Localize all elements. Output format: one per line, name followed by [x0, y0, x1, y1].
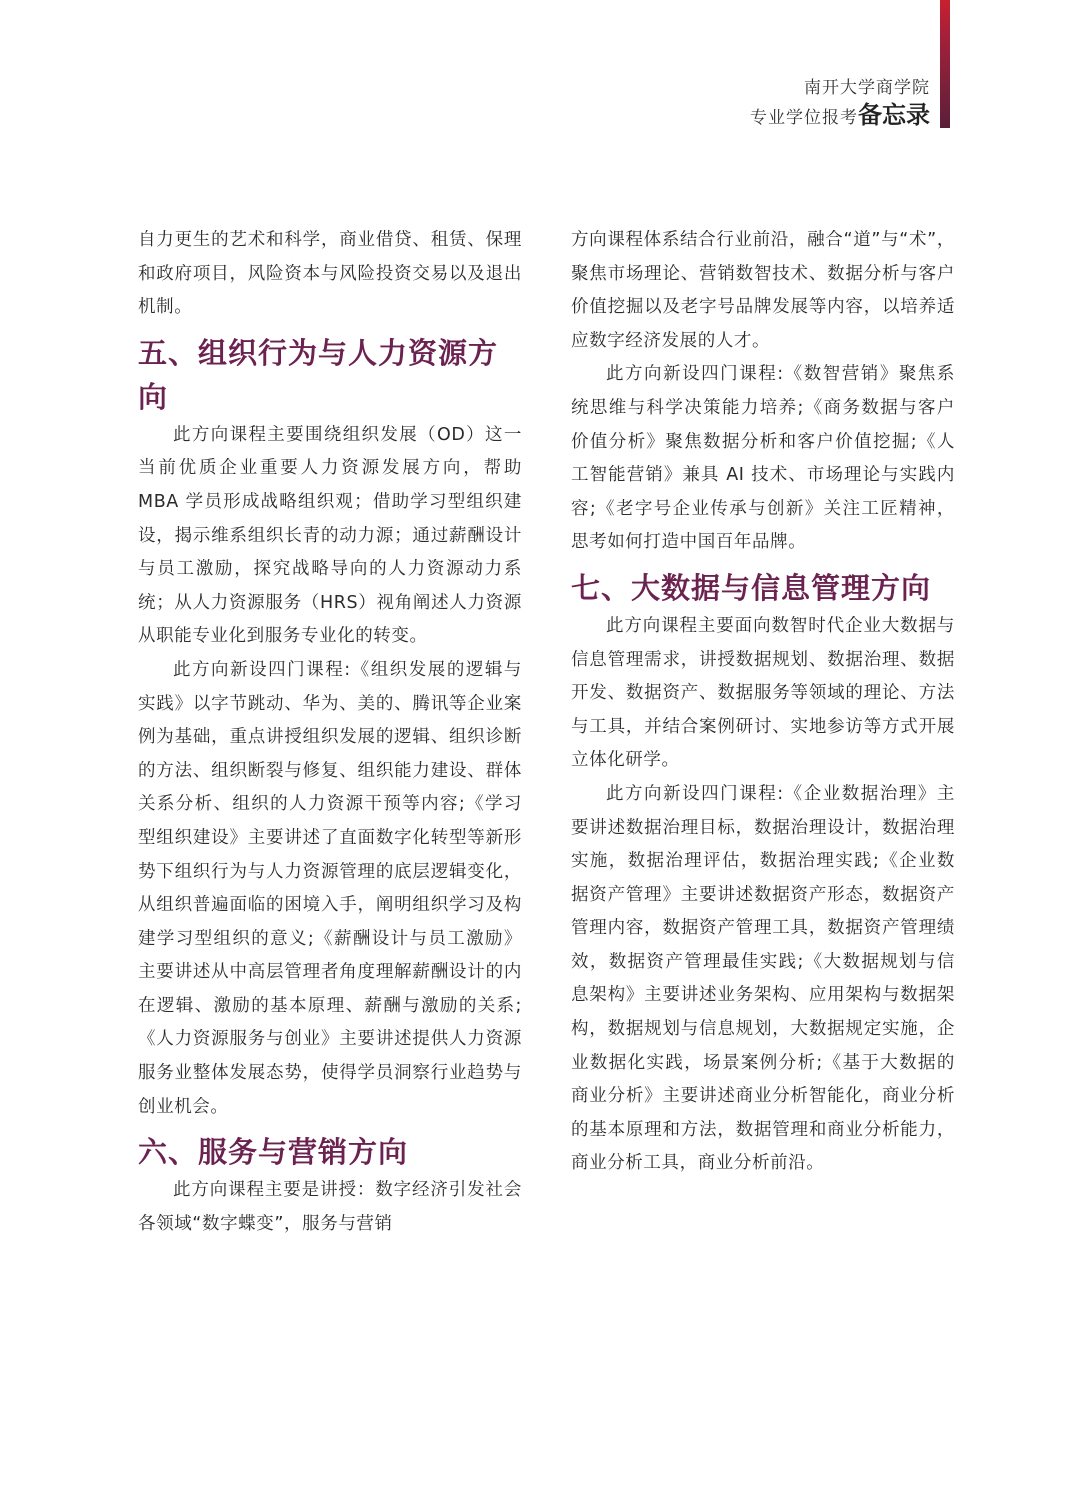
section6-title: 六、服务与营销方向 — [138, 1135, 409, 1170]
section5-title: 五、组织行为与人力资源方向 — [138, 335, 499, 414]
header-subtitle — [750, 100, 930, 133]
section7-title: 七、大数据与信息管理方向 — [571, 570, 932, 605]
section5-paragraph-2: 此方向新设四门课程:《组织发展的逻辑与实践》以字节跳动、华为、美的、腾讯等企业案例为基础，重点讲授组织发展的逻辑、组织诊断的方法、组织断裂与修复、组织能力建设、群体关系分析、组织的人力资源干预等内容;《学习型组织建设》主要讲述了直面数字化转型等新形势下组织行为与人力资源管理的底层逻辑变化，从组织普遍面临的困境入手，阐明组织学习及构建学习型组织的意义;《薪酬设计与员工激励》主要讲述从中高层管理者角度理解薪酬设计的内在逻辑、激励的基本原理、薪酬与激励的关系;《人力资源服务与创业》主要讲述提供人力资源服务业整体发展态势，使得学员洞察行业趋势与创业机会。 — [138, 659, 522, 1117]
header-subtitle-bold: 备忘录 — [858, 101, 930, 129]
section6-paragraph-1: 此方向课程主要是讲授：数字经济引发社会各领域“数字蝶变”，服务与营销 — [138, 1180, 522, 1234]
section5-paragraph-1: 此方向课程主要围绕组织发展（OD）这一当前优质企业重要人力资源发展方向，帮助 MBA 学员形成战略组织观；借助学习型组织建设，揭示维系组织长青的动力源；通过薪酬设计与员工激励，探究战略导向的人力资源动力系统；从人力资源服务（HRS）视角阐述人力资源从职能专业化到服务专业化的转变。 — [138, 424, 522, 647]
section6-paragraph-2: 此方向新设四门课程:《数智营销》聚焦系统思维与科学决策能力培养;《商务数据与客户价值分析》聚焦数据分析和客户价值挖掘;《人工智能营销》兼具 AI 技术、市场理论与实践内容;《老字号企业传承与创新》关注工匠精神，思考如何打造中国百年品牌。 — [571, 364, 955, 553]
header-accent-bar — [940, 0, 950, 128]
section7-paragraph-2: 此方向新设四门课程:《企业数据治理》主要讲述数据治理目标，数据治理设计，数据治理实施，数据治理评估，数据治理实践;《企业数据资产管理》主要讲述数据资产形态，数据资产管理内容，数据资产管理工具，数据资产管理绩效，数据资产管理最佳实践;《大数据规划与信息架构》主要讲述业务架构、应用架构与数据架构，数据规划与信息规划，大数据规定实施，企业数据化实践，场景案例分析;《基于大数据的商业分析》主要讲述商业分析智能化，商业分析的基本原理和方法，数据管理和商业分析能力，商业分析工具，商业分析前沿。 — [571, 783, 955, 1174]
section7-paragraph-1: 此方向课程主要面向数智时代企业大数据与信息管理需求，讲授数据规划、数据治理、数据开发、数据资产、数据服务等领域的理论、方法与工具，并结合案例研讨、实地参访等方式开展立体化研学。 — [571, 615, 955, 771]
header-brand — [750, 76, 930, 133]
intro-paragraph: 自力更生的艺术和科学，商业借贷、租赁、保理和政府项目，风险资本与风险投资交易以及退出机制。 — [138, 230, 522, 318]
header-subtitle-prefix: 专业学位报考 — [750, 108, 858, 128]
header-school-name: 南开大学商学院 — [804, 78, 930, 98]
right-column — [571, 224, 955, 1181]
section6-paragraph-1-cont: 方向课程体系结合行业前沿，融合“道”与“术”，聚焦市场理论、营销数智技术、数据分析与客户价值挖掘以及老字号品牌发展等内容，以培养适应数字经济发展的人才。 — [571, 230, 955, 351]
left-column — [138, 224, 522, 1241]
